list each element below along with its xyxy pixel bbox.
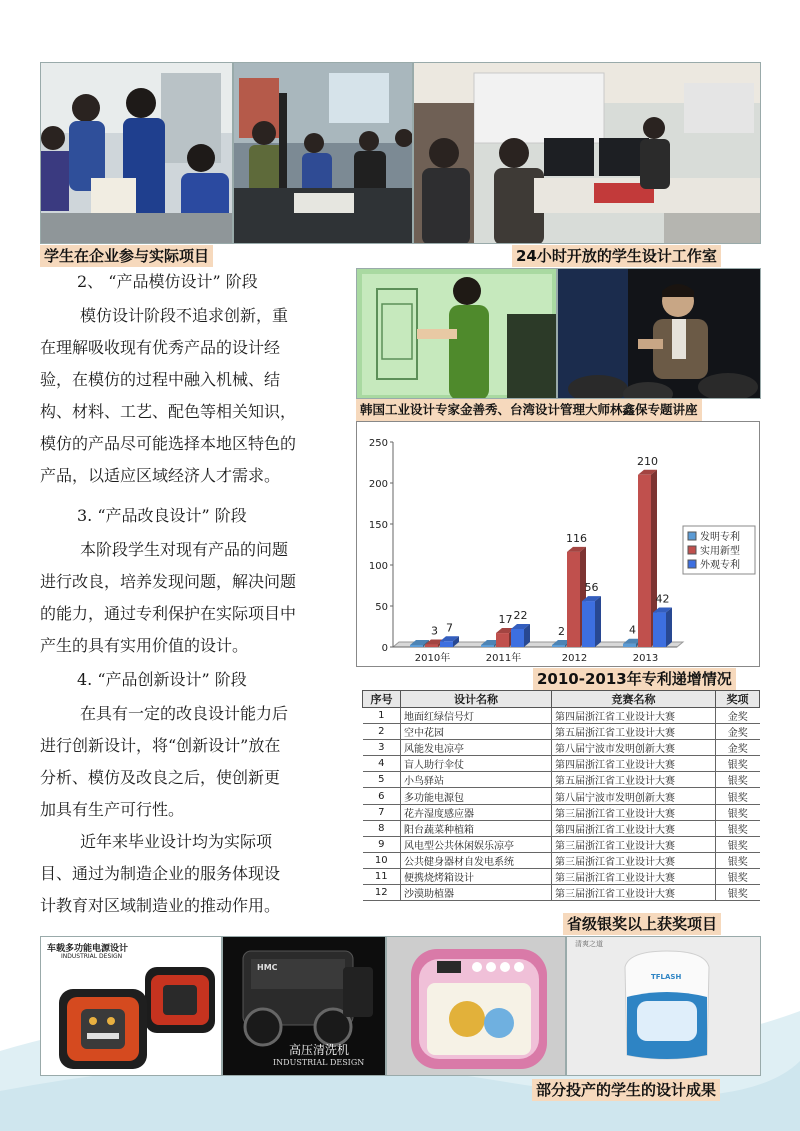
chart-data-label: 4 bbox=[629, 623, 636, 637]
row-index: 6 bbox=[363, 788, 401, 804]
product-speaker bbox=[386, 936, 566, 1076]
row-award: 银奖 bbox=[716, 788, 760, 804]
table-row bbox=[363, 885, 760, 901]
closing-body bbox=[40, 826, 340, 922]
row-index: 2 bbox=[363, 724, 401, 740]
row-design-name: 阳台蔬菜种植箱 bbox=[401, 820, 552, 836]
chart-data-label: 116 bbox=[566, 531, 587, 545]
section-4-line-2: 进行创新设计，将“创新设计”放在 bbox=[40, 736, 281, 755]
table-row bbox=[363, 788, 760, 804]
product-power-pack bbox=[40, 936, 222, 1076]
row-design-name: 沙漠助植器 bbox=[401, 885, 552, 901]
table-row bbox=[363, 740, 760, 756]
row-design-name: 小鸟驿站 bbox=[401, 772, 552, 788]
section-2-line-5: 模仿的产品尽可能选择本地区特色的 bbox=[40, 434, 297, 453]
chart-legend-swatch bbox=[688, 560, 696, 568]
caption-products: 部分投产的学生的设计成果 bbox=[532, 1079, 720, 1101]
awards-body bbox=[363, 708, 760, 901]
row-award: 金奖 bbox=[716, 708, 760, 724]
purifier-small-text: 清爽之道 bbox=[575, 940, 603, 948]
row-index: 8 bbox=[363, 820, 401, 836]
chart-y-tick-label: 150 bbox=[368, 520, 388, 531]
washer-brand: HMC bbox=[257, 963, 278, 972]
awards-table bbox=[362, 690, 760, 901]
row-award: 银奖 bbox=[716, 756, 760, 772]
power-title: 车载多功能电源设计 bbox=[47, 944, 129, 954]
row-design-name: 风能发电凉亭 bbox=[401, 740, 552, 756]
row-award: 银奖 bbox=[716, 772, 760, 788]
photo-enterprise-project bbox=[40, 62, 233, 244]
row-competition: 第八届宁波市发明创新大赛 bbox=[552, 740, 716, 756]
chart-x-tick-label: 2011年 bbox=[485, 653, 522, 664]
section-4-line-4: 加具有生产可行性。 bbox=[40, 800, 185, 819]
row-competition: 第四届浙江省工业设计大赛 bbox=[552, 708, 716, 724]
section-4-heading: 4. “产品创新设计” 阶段 bbox=[77, 670, 247, 689]
row-award: 金奖 bbox=[716, 740, 760, 756]
row-award: 银奖 bbox=[716, 885, 760, 901]
purifier-brand: TFLASH bbox=[651, 973, 682, 981]
section-2-line-6: 产品，以适应区域经济人才需求。 bbox=[40, 466, 281, 485]
caption-awards: 省级银奖以上获奖项目 bbox=[563, 913, 721, 935]
chart-data-label: 210 bbox=[637, 454, 658, 468]
row-award: 银奖 bbox=[716, 852, 760, 868]
section-4-line-1: 在具有一定的改良设计能力后 bbox=[80, 704, 289, 723]
table-row bbox=[363, 772, 760, 788]
row-design-name: 盲人助行伞仗 bbox=[401, 756, 552, 772]
chart-bar bbox=[425, 645, 438, 647]
section-2-line-3: 验，在模仿的过程中融入机械、结 bbox=[40, 370, 281, 389]
row-award: 银奖 bbox=[716, 804, 760, 820]
chart-bar bbox=[511, 629, 524, 647]
row-design-name: 空中花园 bbox=[401, 724, 552, 740]
caption-chart: 2010-2013年专利递增情况 bbox=[533, 668, 736, 690]
section-2-line-4: 构、材料、工艺、配色等相关知识， bbox=[40, 402, 297, 421]
photo-design-studio bbox=[413, 62, 761, 244]
chart-bar bbox=[481, 645, 494, 647]
caption-lecture: 韩国工业设计专家金善秀、台湾设计管理大师林鑫保专题讲座 bbox=[356, 399, 702, 421]
header-award: 奖项 bbox=[716, 691, 760, 708]
row-award: 金奖 bbox=[716, 724, 760, 740]
chart-bar bbox=[410, 645, 423, 647]
table-row bbox=[363, 756, 760, 772]
chart-y-tick-label: 50 bbox=[375, 602, 388, 613]
product-purifier bbox=[566, 936, 761, 1076]
chart-bar bbox=[638, 475, 651, 647]
chart-y-tick-label: 0 bbox=[381, 643, 388, 654]
row-index: 11 bbox=[363, 868, 401, 884]
product-pressure-washer bbox=[222, 936, 386, 1076]
row-index: 9 bbox=[363, 836, 401, 852]
photo-lecture-taiwan bbox=[557, 268, 761, 399]
section-4-body bbox=[40, 698, 340, 826]
chart-bar bbox=[582, 601, 595, 647]
chart-y-tick-label: 100 bbox=[368, 561, 388, 572]
header-design-name: 设计名称 bbox=[401, 691, 552, 708]
chart-data-label: 56 bbox=[584, 581, 599, 595]
row-competition: 第四届浙江省工业设计大赛 bbox=[552, 756, 716, 772]
chart-bar bbox=[440, 641, 453, 647]
section-2-line-1: 模仿设计阶段不追求创新，重 bbox=[80, 306, 289, 325]
table-row bbox=[363, 868, 760, 884]
row-competition: 第五届浙江省工业设计大赛 bbox=[552, 772, 716, 788]
row-design-name: 多功能电源包 bbox=[401, 788, 552, 804]
table-row bbox=[363, 708, 760, 724]
caption-enterprise: 学生在企业参与实际项目 bbox=[40, 245, 213, 267]
closing-line-1: 近年来毕业设计均为实际项 bbox=[80, 832, 273, 851]
awards-header-row bbox=[363, 691, 760, 708]
washer-sub: INDUSTRIAL DESIGN bbox=[273, 1058, 365, 1067]
chart-legend-label: 发明专利 bbox=[700, 532, 740, 543]
row-index: 12 bbox=[363, 885, 401, 901]
section-3-line-4: 产生的具有实用价值的设计。 bbox=[40, 636, 249, 655]
section-3-body bbox=[40, 534, 340, 662]
row-design-name: 便携烧烤箱设计 bbox=[401, 868, 552, 884]
row-competition: 第三届浙江省工业设计大赛 bbox=[552, 852, 716, 868]
row-index: 7 bbox=[363, 804, 401, 820]
chart-data-label: 2 bbox=[558, 625, 565, 638]
chart-data-label: 22 bbox=[513, 608, 528, 622]
chart-x-tick-label: 2012 bbox=[561, 653, 588, 664]
chart-bar bbox=[567, 552, 580, 647]
section-2-heading: 2、 “产品模仿设计” 阶段 bbox=[77, 272, 258, 291]
chart-y-tick-label: 250 bbox=[368, 438, 388, 449]
row-index: 5 bbox=[363, 772, 401, 788]
chart-bar-side bbox=[666, 608, 672, 647]
chart-legend-swatch bbox=[688, 546, 696, 554]
chart-data-label: 3 bbox=[431, 624, 438, 638]
row-competition: 第三届浙江省工业设计大赛 bbox=[552, 868, 716, 884]
header-index: 序号 bbox=[363, 691, 401, 708]
row-design-name: 风电型公共休闲娱乐凉亭 bbox=[401, 836, 552, 852]
table-row bbox=[363, 804, 760, 820]
chart-bar bbox=[552, 645, 565, 647]
row-design-name: 地面红绿信号灯 bbox=[401, 708, 552, 724]
chart-legend-label: 外观专利 bbox=[700, 560, 740, 571]
row-competition: 第三届浙江省工业设计大赛 bbox=[552, 804, 716, 820]
row-award: 银奖 bbox=[716, 836, 760, 852]
section-2-line-2: 在理解吸收现有优秀产品的设计经 bbox=[40, 338, 281, 357]
row-design-name: 花卉湿度感应器 bbox=[401, 804, 552, 820]
photo-lecture-korea bbox=[356, 268, 557, 399]
section-3-line-2: 进行改良，培养发现问题，解决问题 bbox=[40, 572, 297, 591]
table-row bbox=[363, 724, 760, 740]
chart-bar bbox=[496, 633, 509, 647]
row-index: 4 bbox=[363, 756, 401, 772]
section-4-line-3: 分析、模仿及改良之后，使创新更 bbox=[40, 768, 281, 787]
row-competition: 第三届浙江省工业设计大赛 bbox=[552, 836, 716, 852]
chart-bar bbox=[653, 613, 666, 647]
chart-bar-side bbox=[595, 596, 601, 647]
closing-line-2: 目、通过为制造企业的服务体现设 bbox=[40, 864, 281, 883]
chart-data-label: 42 bbox=[655, 592, 670, 606]
table-row bbox=[363, 836, 760, 852]
chart-y-tick-label: 200 bbox=[368, 479, 388, 490]
row-competition: 第四届浙江省工业设计大赛 bbox=[552, 820, 716, 836]
caption-studio: 24小时开放的学生设计工作室 bbox=[512, 245, 721, 267]
row-index: 3 bbox=[363, 740, 401, 756]
row-index: 1 bbox=[363, 708, 401, 724]
chart-legend-label: 实用新型 bbox=[700, 546, 740, 557]
chart-x-tick-label: 2013 bbox=[632, 653, 659, 664]
row-competition: 第八届宁波市发明创新大赛 bbox=[552, 788, 716, 804]
closing-line-3: 计教育对区域制造业的推动作用。 bbox=[40, 896, 281, 915]
patent-chart-svg bbox=[357, 422, 759, 666]
patent-chart bbox=[356, 421, 760, 667]
row-index: 10 bbox=[363, 852, 401, 868]
section-2-body bbox=[40, 300, 340, 492]
row-award: 银奖 bbox=[716, 820, 760, 836]
chart-bar bbox=[623, 644, 636, 647]
row-competition: 第五届浙江省工业设计大赛 bbox=[552, 724, 716, 740]
section-3-line-1: 本阶段学生对现有产品的问题 bbox=[80, 540, 289, 559]
section-3-heading: 3. “产品改良设计” 阶段 bbox=[77, 506, 247, 525]
photo-meeting bbox=[233, 62, 413, 244]
row-design-name: 公共健身器材自发电系统 bbox=[401, 852, 552, 868]
table-row bbox=[363, 820, 760, 836]
chart-legend-swatch bbox=[688, 532, 696, 540]
header-competition: 竞赛名称 bbox=[552, 691, 716, 708]
washer-title: 高压清洗机 bbox=[289, 1043, 350, 1057]
chart-x-tick-label: 2010年 bbox=[414, 653, 451, 664]
chart-data-label: 17 bbox=[498, 613, 513, 627]
row-competition: 第三届浙江省工业设计大赛 bbox=[552, 885, 716, 901]
chart-data-label: 7 bbox=[446, 621, 453, 635]
section-3-line-3: 的能力，通过专利保护在实际项目中 bbox=[40, 604, 297, 623]
row-award: 银奖 bbox=[716, 868, 760, 884]
power-sub: INDUSTRIAL DESIGN bbox=[61, 953, 123, 960]
table-row bbox=[363, 852, 760, 868]
